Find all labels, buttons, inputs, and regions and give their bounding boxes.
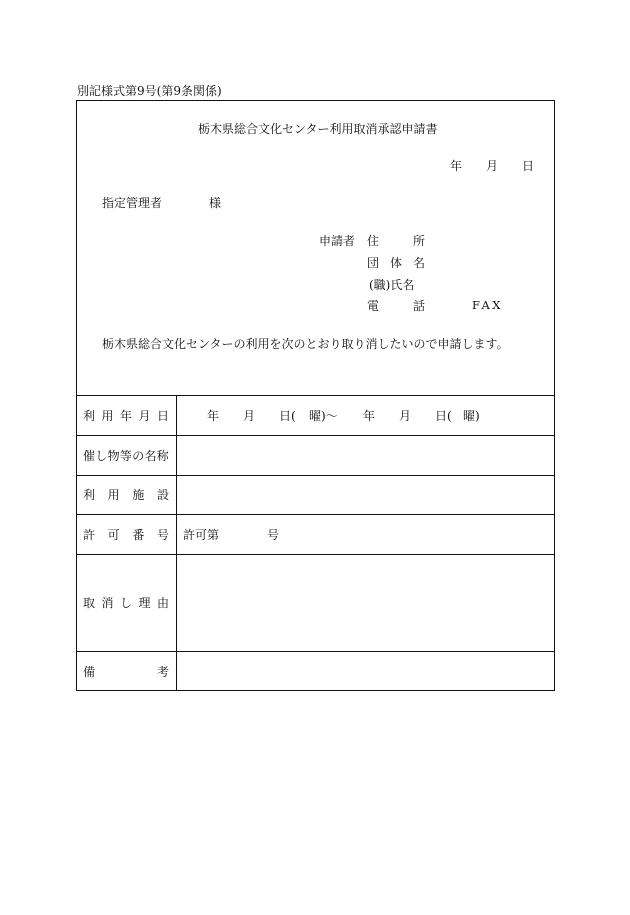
date-day-label: 日 [522,159,535,173]
label-char: 年 [119,409,132,423]
addressee-honorific: 様 [209,196,222,210]
label-char: 由 [156,596,169,610]
event-name-label: 催し物等の名称 [83,449,170,463]
phone-char-2: 話 [413,299,426,313]
label-char: 可 [107,528,120,542]
form-title: 栃木県総合文化センター利用取消承認申請書 [198,122,438,136]
usage-start-day: 日( [279,409,296,423]
address-char-1: 住 [367,234,380,248]
usage-date-label [83,410,169,422]
fax-label: FAX [472,298,503,312]
label-char: 取 [83,596,96,610]
label-char: 消 [101,596,114,610]
date-month-label: 月 [486,159,499,173]
label-char: 考 [156,665,169,679]
phone-char-1: 電 [367,299,380,313]
permit-suffix: 号 [267,528,280,542]
permit-prefix: 許可第 [183,528,220,542]
usage-end-day: 日( [435,409,452,423]
label-char: 用 [101,409,114,423]
label-char: 用 [107,488,120,502]
name-label: (職)氏名 [369,278,415,292]
label-char: 利 [83,409,96,423]
row-divider [77,554,554,555]
label-char: 利 [83,488,96,502]
row-divider [77,475,554,476]
applicant-label: 申請者 [319,234,356,248]
cancel-reason-label [83,597,169,609]
label-char: 備 [83,665,96,679]
row-divider [77,651,554,652]
usage-start-month: 月 [243,409,256,423]
facility-label [83,489,169,501]
label-char: 施 [132,488,145,502]
usage-start-weekday: 曜)～ [309,409,338,423]
label-char: 月 [138,409,151,423]
addressee-label: 指定管理者 [102,196,163,210]
usage-end-year: 年 [363,409,376,423]
permit-number-label [83,529,169,541]
application-form [76,100,555,691]
remarks-label [83,666,169,678]
group-char-1: 団 [367,256,380,270]
table-top-border [77,395,554,396]
label-char: 日 [156,409,169,423]
label-char: し [119,596,132,610]
row-divider [77,514,554,515]
label-char: 理 [138,596,151,610]
label-char: 番 [132,528,145,542]
label-char: 許 [83,528,96,542]
usage-end-weekday: 曜) [463,409,480,423]
label-char: 号 [156,528,169,542]
column-divider [176,396,177,690]
form-caption: 別記様式第9号(第9条関係) [77,84,222,98]
usage-start-year: 年 [207,409,220,423]
usage-end-month: 月 [399,409,412,423]
group-char-3: 名 [413,256,426,270]
group-char-2: 体 [390,256,403,270]
date-year-label: 年 [450,159,463,173]
label-char: 設 [156,488,169,502]
application-statement: 栃木県総合文化センターの利用を次のとおり取り消したいので申請します。 [102,337,509,351]
row-divider [77,435,554,436]
address-char-2: 所 [413,234,426,248]
